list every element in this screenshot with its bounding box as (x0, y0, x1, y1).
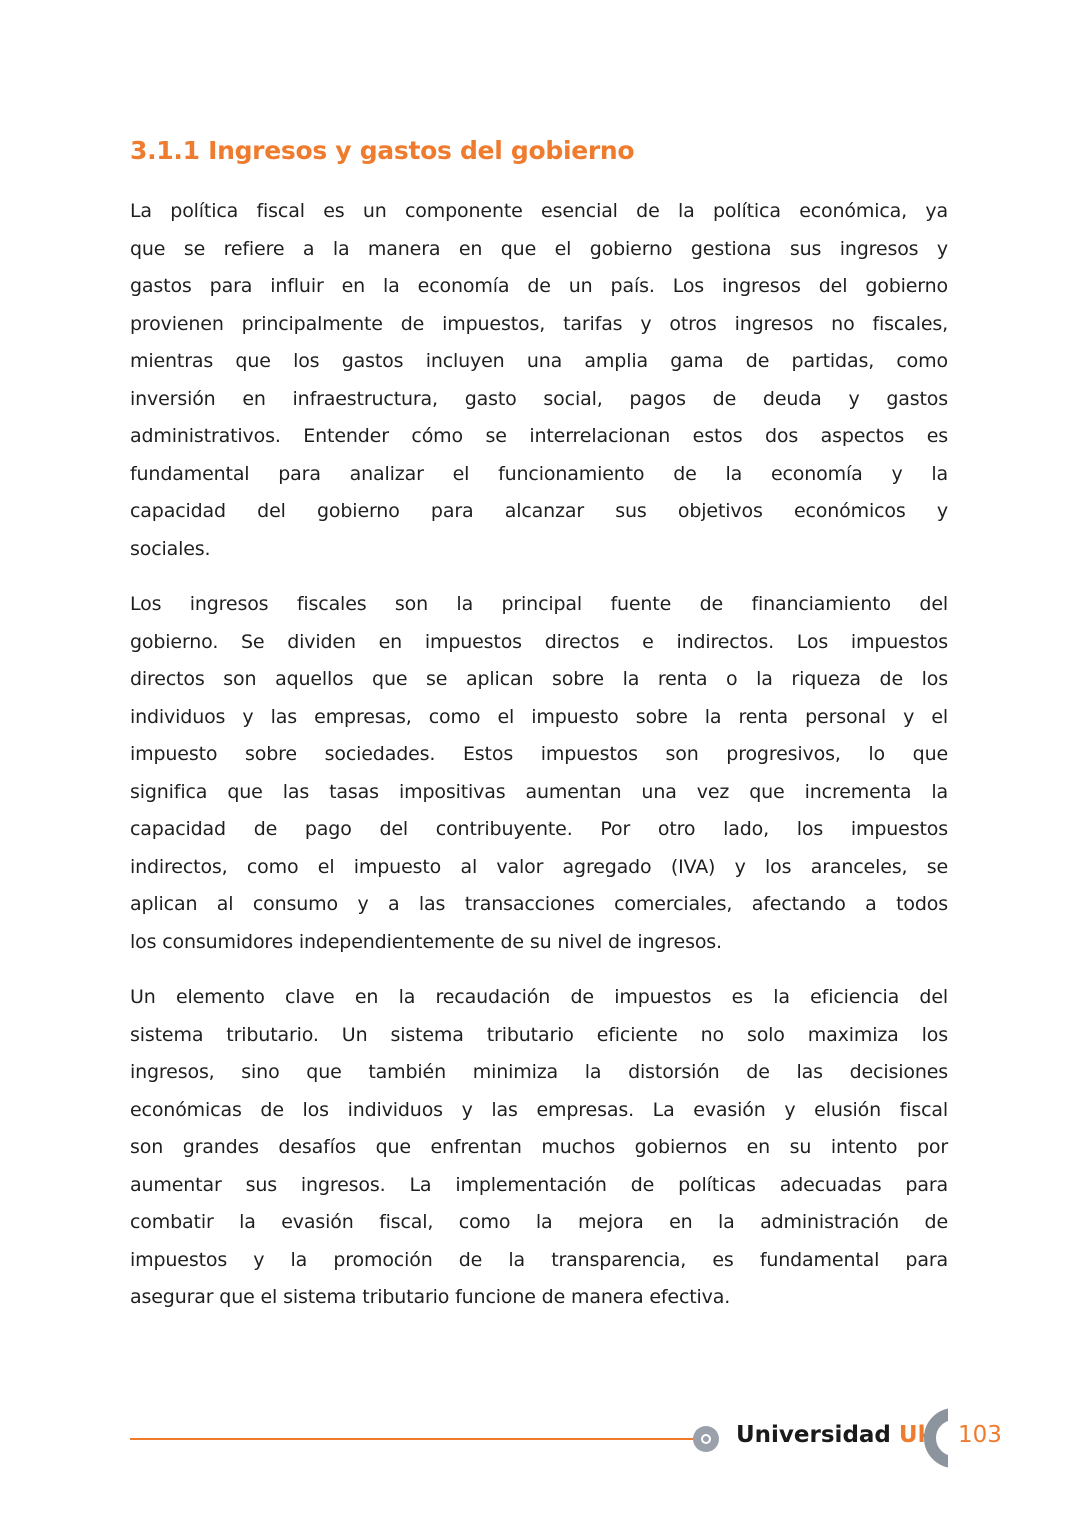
section-heading: 3.1.1 Ingresos y gastos del gobierno (130, 136, 635, 165)
text-line: aumentar sus ingresos. La implementación de políticas adecuadas para (130, 1173, 948, 1196)
footer-brand (736, 1422, 933, 1448)
text-line: directos son aquellos que se aplican sobre la renta o la riqueza de los (130, 668, 948, 690)
text-line: gobierno. Se dividen en impuestos directos e indirectos. Los impuestos (130, 630, 948, 653)
paragraph-3 (130, 979, 948, 1317)
text-line: Los ingresos fiscales son la principal fuente de financiamiento del (130, 593, 948, 615)
text-line: que se refiere a la manera en que el gobierno gestiona sus ingresos y (130, 237, 948, 260)
text-line: fundamental para analizar el funcionamiento de la economía y la (130, 462, 948, 485)
text-line: provienen principalmente de impuestos, tarifas y otros ingresos no fiscales, (130, 312, 948, 335)
text-line: los consumidores independientemente de su nivel de ingresos. (130, 930, 722, 953)
text-line: sistema tributario. Un sistema tributario eficiente no solo maximiza los (130, 1023, 948, 1046)
text-line: asegurar que el sistema tributario funcione de manera efectiva. (130, 1286, 731, 1308)
text-line: La política fiscal es un componente esencial de la política económica, ya (130, 200, 948, 222)
text-line: mientras que los gastos incluyen una amplia gama de partidas, como (130, 350, 948, 372)
text-line: impuestos y la promoción de la transparencia, es fundamental para (130, 1248, 948, 1271)
brand-name: Universidad (736, 1422, 891, 1448)
text-line: sociales. (130, 537, 211, 560)
paragraph-1 (130, 193, 948, 568)
text-line: gastos para influir en la economía de un país. Los ingresos del gobierno (130, 275, 948, 297)
page-number: 103 (958, 1422, 1002, 1448)
text-line: inversión en infraestructura, gasto social, pagos de deuda y gastos (130, 387, 948, 410)
footer-circle-icon (693, 1426, 719, 1452)
text-line: individuos y las empresas, como el impuesto sobre la renta personal y el (130, 705, 948, 728)
text-line: económicas de los individuos y las empresas. La evasión y elusión fiscal (130, 1098, 948, 1121)
text-line: son grandes desafíos que enfrentan muchos gobiernos en su intento por (130, 1136, 948, 1158)
text-line: Un elemento clave en la recaudación de impuestos es la eficiencia del (130, 986, 948, 1008)
text-line: impuesto sobre sociedades. Estos impuestos son progresivos, lo que (130, 743, 948, 765)
text-line: capacidad del gobierno para alcanzar sus objetivos económicos y (130, 500, 948, 522)
text-line: capacidad de pago del contribuyente. Por otro lado, los impuestos (130, 818, 948, 840)
paragraph-2 (130, 586, 948, 961)
brand-accent: Uk (898, 1422, 933, 1448)
text-line: combatir la evasión fiscal, como la mejora en la administración de (130, 1211, 948, 1233)
text-line: significa que las tasas impositivas aumentan una vez que incrementa la (130, 780, 948, 803)
text-line: aplican al consumo y a las transacciones comerciales, afectando a todos (130, 893, 948, 915)
text-line: ingresos, sino que también minimiza la distorsión de las decisiones (130, 1061, 948, 1083)
text-line: indirectos, como el impuesto al valor agregado (IVA) y los aranceles, se (130, 855, 948, 878)
footer-rule (130, 1438, 695, 1440)
text-line: administrativos. Entender cómo se interrelacionan estos dos aspectos es (130, 425, 948, 447)
